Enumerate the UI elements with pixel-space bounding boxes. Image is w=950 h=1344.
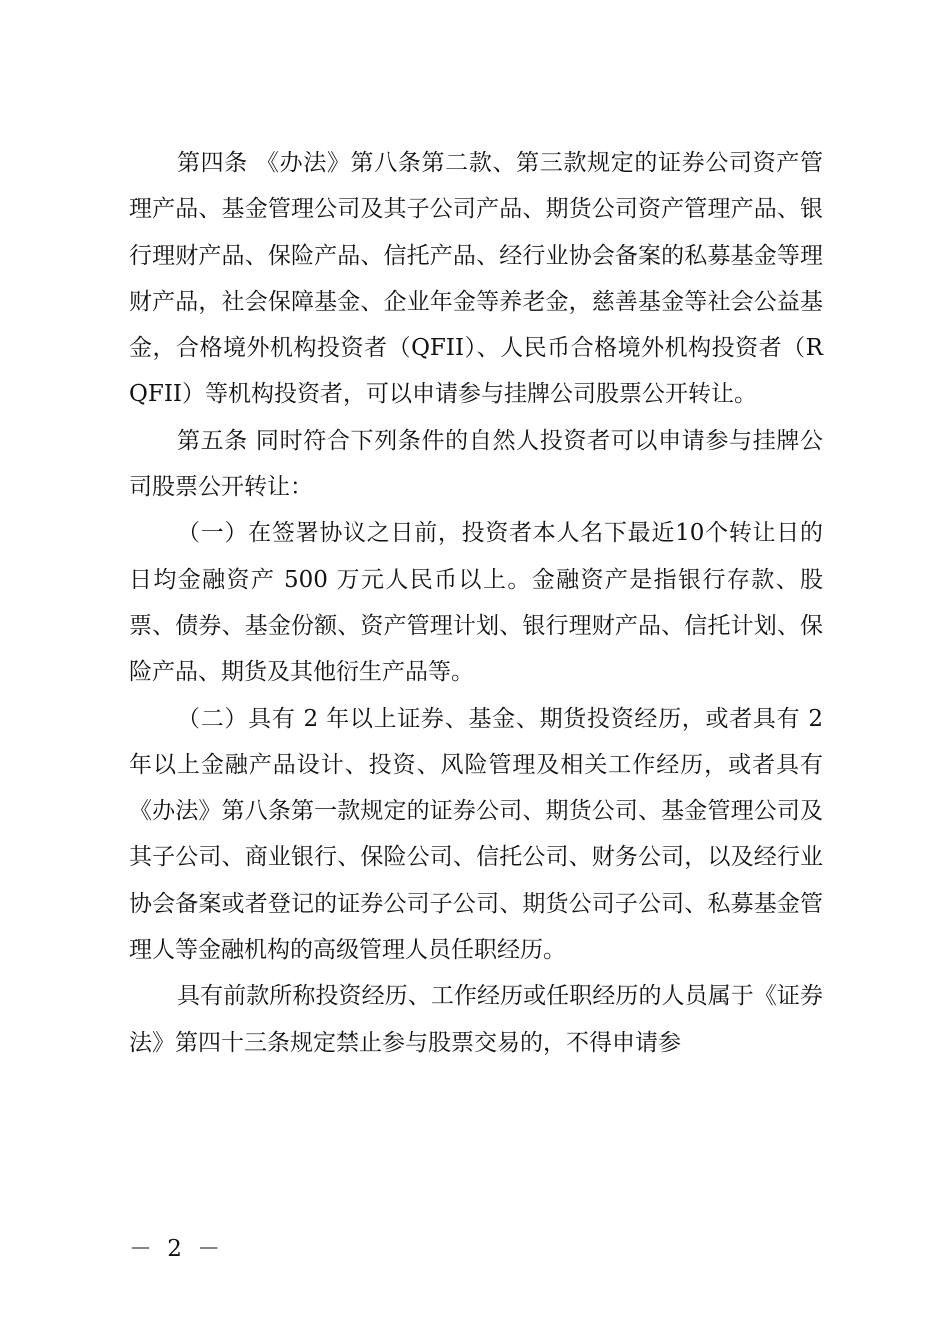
paragraph-condition-1: （一）在签署协议之日前，投资者本人名下最近10个转让日的日均金融资产 500 万元人民币以上。金融资产是指银行存款、股票、债券、基金份额、资产管理计划、银行理财产品、信托计划、保险产品、期货及其他衍生产品等。 [129,520,823,686]
page-number: － 2 － [129,1236,225,1262]
paragraph-article-4: 第四条 《办法》第八条第二款、第三款规定的证券公司资产管理产品、基金管理公司及其子公司产品、期货公司资产管理产品、银行理财产品、保险产品、信托产品、经行业协会备案的私募基金等理财产品，社会保障基金、企业年金等养老金，慈善基金等社会公益基金，合格境外机构投资者（QFII）、人民币合格境外机构投资者（RQFII）等机构投资者，可以申请参与挂牌公司股票公开转让。 [129,150,823,408]
document-body [129,140,823,1066]
paragraph-condition-2: （二）具有 2 年以上证券、基金、期货投资经历，或者具有 2 年以上金融产品设计、投资、风险管理及相关工作经历，或者具有《办法》第八条第一款规定的证券公司、期货公司、基金管理公司及其子公司、商业银行、保险公司、信托公司、财务公司，以及经行业协会备案或者登记的证券公司子公司、期货公司子公司、私募基金管理人等金融机构的高级管理人员任职经历。 [129,705,823,964]
paragraph-article-5: 第五条 同时符合下列条件的自然人投资者可以申请参与挂牌公司股票公开转让： [129,427,823,501]
paragraph-exclusion: 具有前款所称投资经历、工作经历或任职经历的人员属于《证券法》第四十三条规定禁止参与股票交易的，不得申请参 [129,983,823,1056]
